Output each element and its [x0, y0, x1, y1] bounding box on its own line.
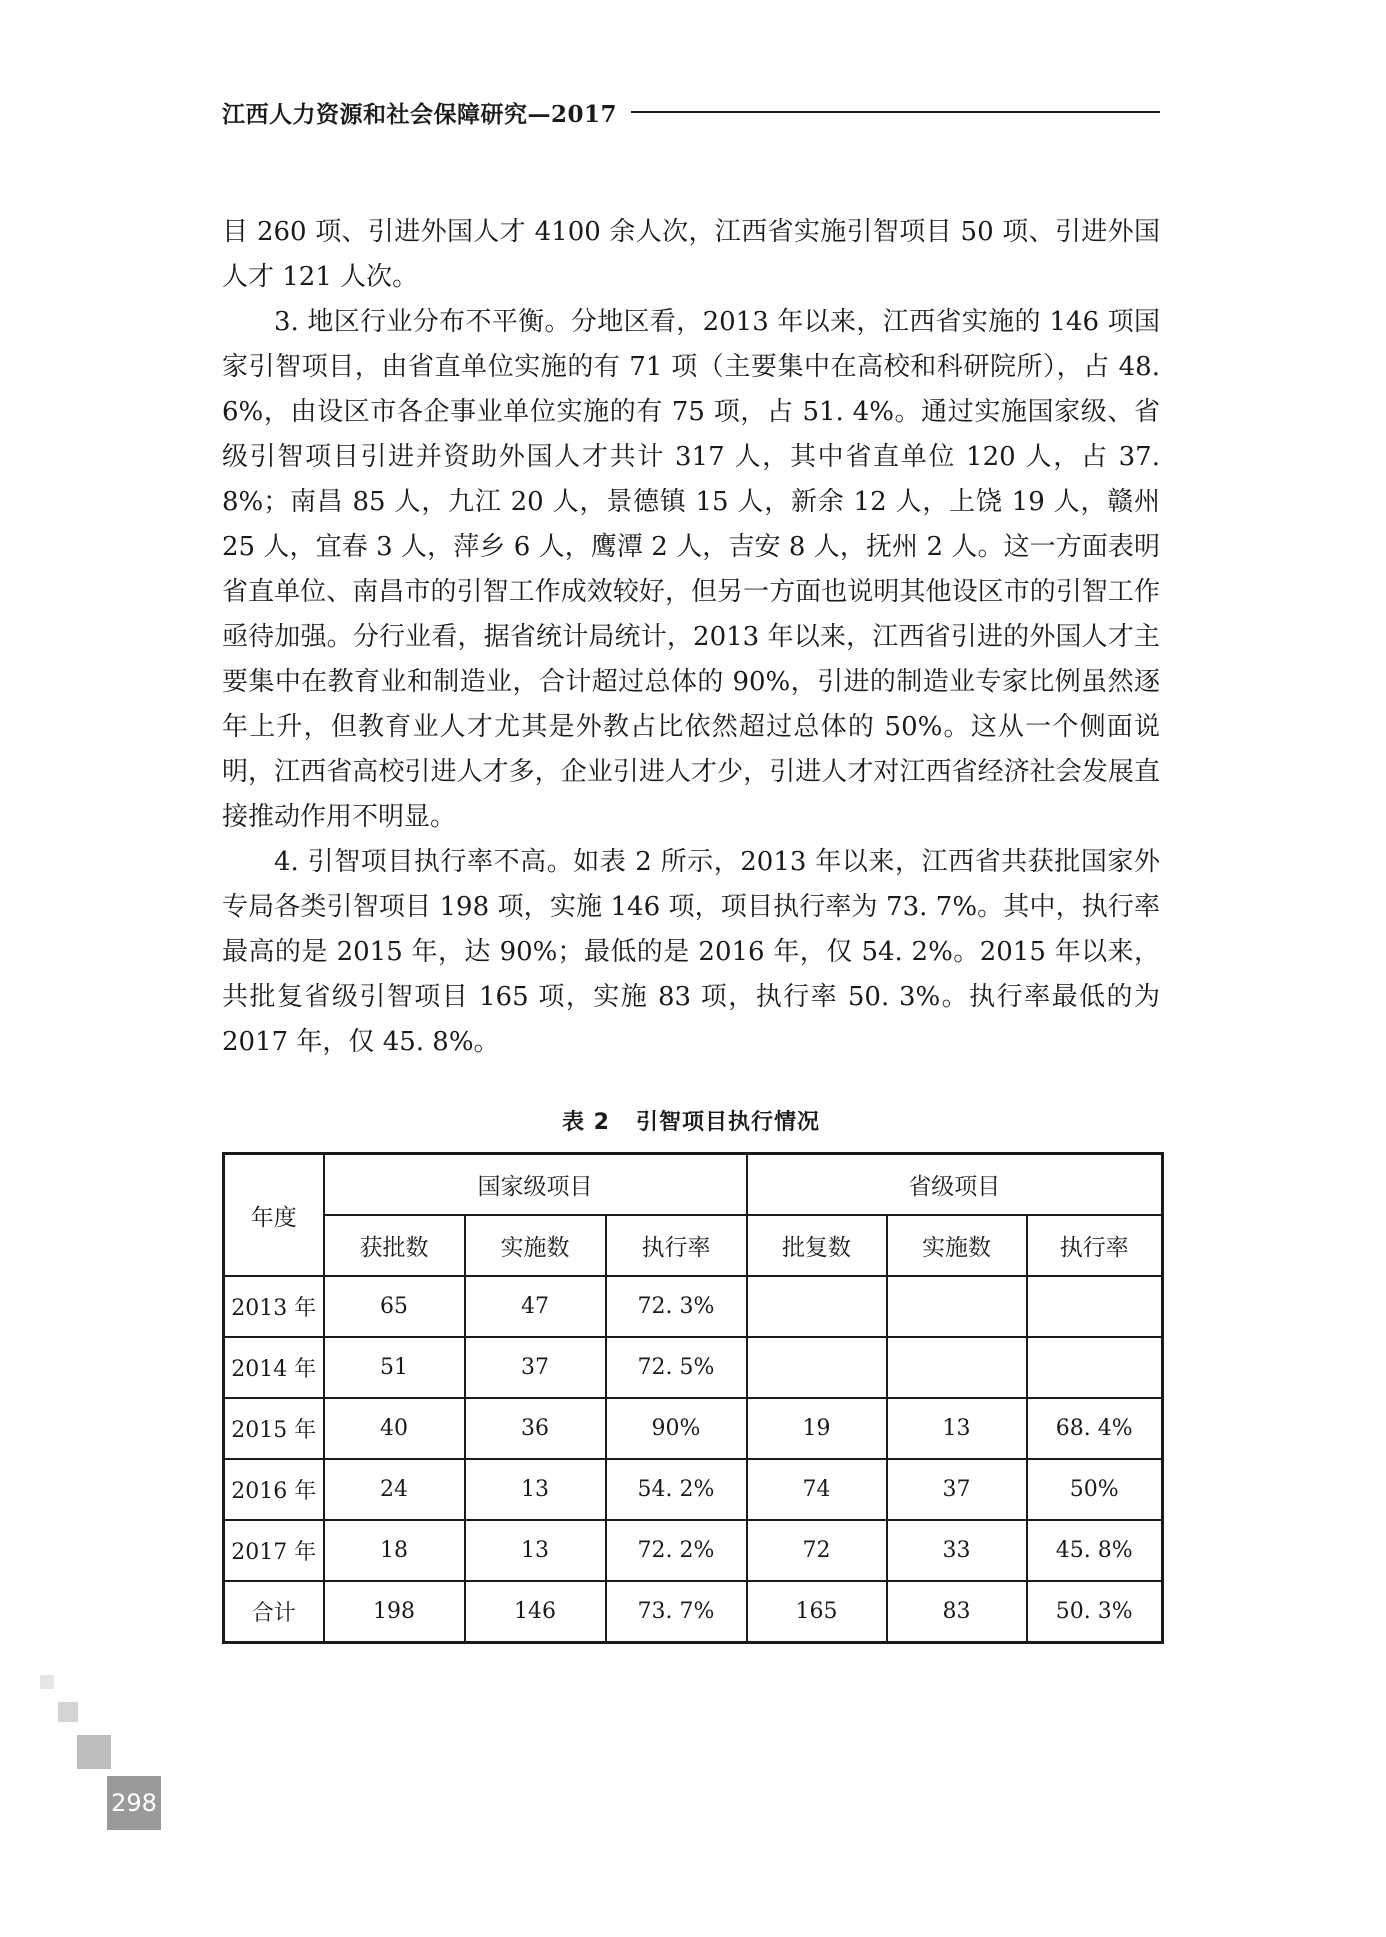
table-row: [224, 1337, 1163, 1398]
cell: 50%: [1027, 1459, 1163, 1520]
header-national-rate: 执行率: [606, 1215, 747, 1276]
cell: 72. 2%: [606, 1520, 747, 1581]
cell: [747, 1276, 887, 1337]
cell: 68. 4%: [1027, 1398, 1163, 1459]
paragraph-4: 4. 引智项目执行率不高。如表 2 所示，2013 年以来，江西省共获批国家外专局各类引智项目 198 项，实施 146 项，项目执行率为 73. 7%。其中，执行率最高的是 2015 年，达 90%；最低的是 2016 年，仅 54. 2%。2015 年以来，共批复省级引智项目 165 项，实施 83 项，执行率 50. 3%。执行率最低的为 2017 年，仅 45. 8%。: [222, 847, 1160, 1057]
table-row: [224, 1276, 1163, 1337]
deco-square-2: [58, 1702, 78, 1722]
paragraph-3: 3. 地区行业分布不平衡。分地区看，2013 年以来，江西省实施的 146 项国家引智项目，由省直单位实施的有 71 项（主要集中在高校和科研院所），占 48. 6%，由设区市各企事业单位实施的有 75 项，占 51. 4%。通过实施国家级、省级引智项目引进并资助外国人才共计 317 人，其中省直单位 120 人，占 37. 8%；南昌 85 人，九江 20 人，景德镇 15 人，新余 12 人，上饶 19 人，赣州 25 人，宜春 3 人，萍乡 6 人，鹰潭 2 人，吉安 8 人，抚州 2 人。这一方面表明省直单位、南昌市的引智工作成效较好，但另一方面也说明其他设区市的引智工作亟待加强。分行业看，据省统计局统计，2013 年以来，江西省引进的外国人才主要集中在教育业和制造业，合计超过总体的 90%，引进的制造业专家比例虽然逐年上升，但教育业人才尤其是外教占比依然超过总体的 50%。这从一个侧面说明，江西省高校引进人才多，企业引进人才少，引进人才对江西省经济社会发展直接推动作用不明显。: [222, 307, 1160, 832]
cell: 19: [747, 1398, 887, 1459]
deco-square-1: [40, 1675, 54, 1689]
cell: 37: [887, 1459, 1027, 1520]
cell: 13: [465, 1520, 606, 1581]
cell: 54. 2%: [606, 1459, 747, 1520]
header-national-group: 国家级项目: [324, 1154, 747, 1216]
cell: 72. 3%: [606, 1276, 747, 1337]
cell: [887, 1276, 1027, 1337]
cell-year: 2016 年: [224, 1459, 324, 1520]
cell-year: 2014 年: [224, 1337, 324, 1398]
header-national-implemented: 实施数: [465, 1215, 606, 1276]
cell: 45. 8%: [1027, 1520, 1163, 1581]
header-year: 年度: [224, 1154, 324, 1277]
cell: 37: [465, 1337, 606, 1398]
table-caption-title: 引智项目执行情况: [635, 1110, 820, 1135]
header-provincial-approved: 批复数: [747, 1215, 887, 1276]
cell: 33: [887, 1520, 1027, 1581]
running-header-title: 江西人力资源和社会保障研究—2017: [222, 100, 618, 128]
cell: [1027, 1276, 1163, 1337]
cell: 74: [747, 1459, 887, 1520]
cell: [887, 1337, 1027, 1398]
page-number: 298: [107, 1776, 161, 1830]
header-rule: [631, 111, 1160, 113]
cell-year: 2015 年: [224, 1398, 324, 1459]
header-national-approved: 获批数: [324, 1215, 465, 1276]
cell-total-label: 合计: [224, 1581, 324, 1643]
cell: 72: [747, 1520, 887, 1581]
cell: 72. 5%: [606, 1337, 747, 1398]
table-row: [224, 1398, 1163, 1459]
cell: 90%: [606, 1398, 747, 1459]
header-provincial-rate: 执行率: [1027, 1215, 1163, 1276]
table-row-total: [224, 1581, 1163, 1643]
cell: 65: [324, 1276, 465, 1337]
table-row: [224, 1459, 1163, 1520]
deco-square-3: [77, 1735, 111, 1769]
table-caption: [222, 1105, 1160, 1136]
cell: 47: [465, 1276, 606, 1337]
cell: 146: [465, 1581, 606, 1643]
cell: 18: [324, 1520, 465, 1581]
cell: 50. 3%: [1027, 1581, 1163, 1643]
header-provincial-group: 省级项目: [747, 1154, 1163, 1216]
cell: 83: [887, 1581, 1027, 1643]
table-caption-label: 表 2: [562, 1110, 610, 1135]
running-header: [222, 97, 1160, 127]
execution-table: [222, 1152, 1164, 1644]
cell-year: 2017 年: [224, 1520, 324, 1581]
cell: 24: [324, 1459, 465, 1520]
cell: 51: [324, 1337, 465, 1398]
cell: [747, 1337, 887, 1398]
cell: [1027, 1337, 1163, 1398]
cell: 13: [887, 1398, 1027, 1459]
cell: 73. 7%: [606, 1581, 747, 1643]
cell: 13: [465, 1459, 606, 1520]
cell: 165: [747, 1581, 887, 1643]
cell: 40: [324, 1398, 465, 1459]
body-text: [222, 210, 1160, 1065]
paragraph-continued: 目 260 项、引进外国人才 4100 余人次，江西省实施引智项目 50 项、引进外国人才 121 人次。: [222, 217, 1160, 292]
cell: 36: [465, 1398, 606, 1459]
table-row: [224, 1520, 1163, 1581]
cell: 198: [324, 1581, 465, 1643]
cell-year: 2013 年: [224, 1276, 324, 1337]
header-provincial-implemented: 实施数: [887, 1215, 1027, 1276]
